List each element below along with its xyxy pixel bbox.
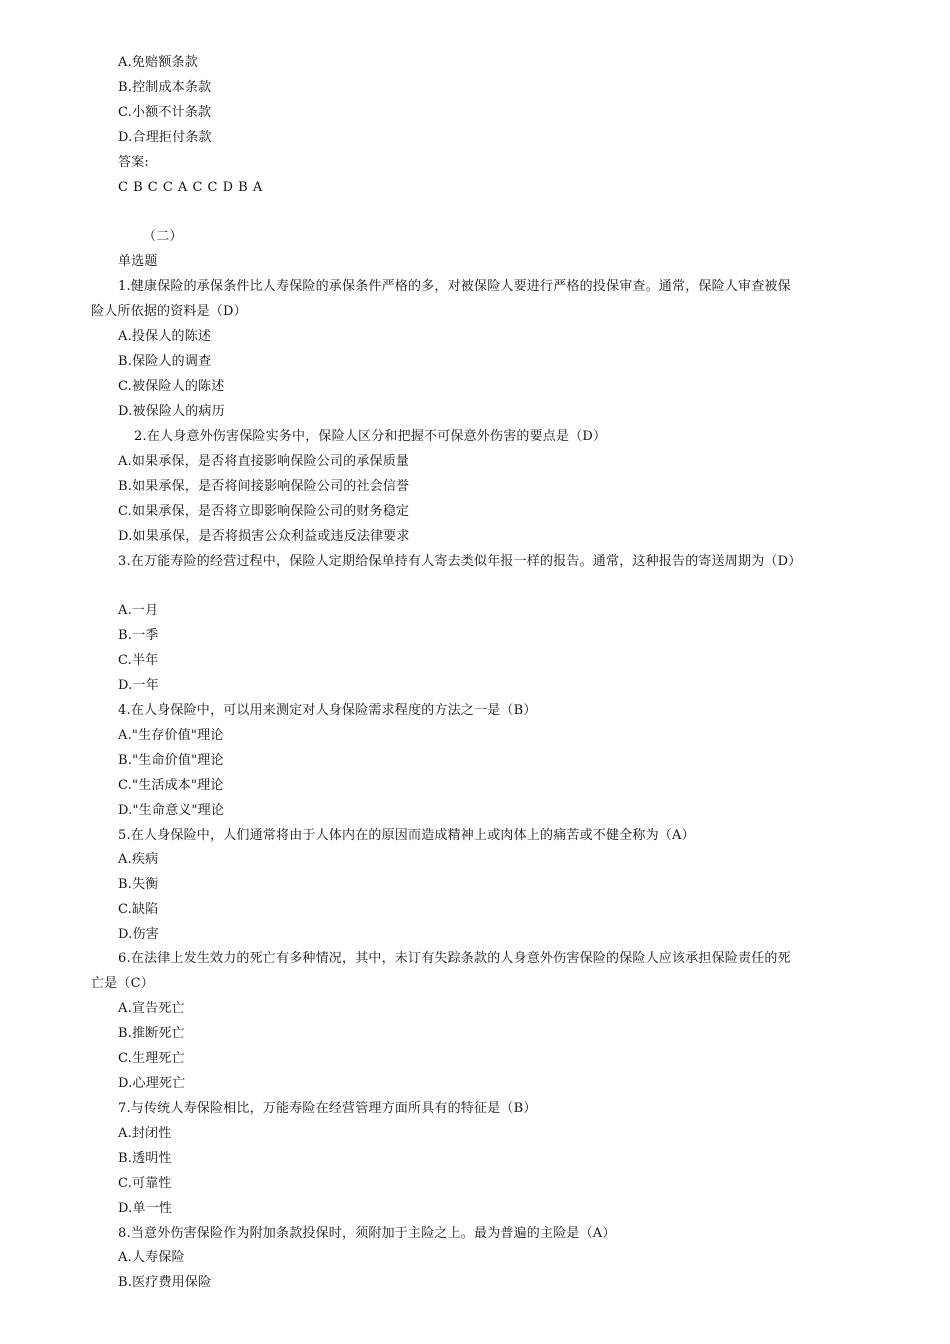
text-line: D.单一性	[118, 1201, 173, 1216]
text-line: D.合理拒付条款	[118, 130, 212, 145]
text-line: D.如果承保，是否将损害公众利益或违反法律要求	[118, 529, 410, 544]
text-line: B.控制成本条款	[118, 80, 212, 95]
text-line: B.透明性	[118, 1151, 172, 1166]
text-line: 答案:	[118, 155, 149, 170]
text-line: C.缺陷	[118, 902, 159, 917]
text-line: A.宣告死亡	[118, 1001, 185, 1016]
text-line: B."生命价值"理论	[118, 753, 224, 768]
text-line: B.保险人的调查	[118, 354, 212, 369]
text-line: A.一月	[118, 603, 159, 618]
text-line: 8.当意外伤害保险作为附加条款投保时，须附加于主险之上。最为普遍的主险是（A）	[118, 1226, 616, 1241]
text-line: C.小额不计条款	[118, 105, 212, 120]
text-line: C.被保险人的陈述	[118, 379, 225, 394]
text-line: A.人寿保险	[118, 1250, 185, 1265]
text-line: B.如果承保，是否将间接影响保险公司的社会信誉	[118, 479, 410, 494]
text-line: D.一年	[118, 678, 159, 693]
text-line: A."生存价值"理论	[118, 728, 224, 743]
text-line: B.推断死亡	[118, 1026, 185, 1041]
text-line: B.一季	[118, 628, 159, 643]
text-line: A.免赔额条款	[118, 55, 198, 70]
text-line: C."生活成本"理论	[118, 778, 224, 793]
text-line: 6.在法律上发生效力的死亡有多种情况，其中，未订有失踪条款的人身意外伤害保险的保险人应该承担保险责任的死	[118, 951, 791, 966]
text-line: 2.在人身意外伤害保险实务中，保险人区分和把握不可保意外伤害的要点是（D）	[134, 429, 607, 444]
text-line: 险人所依据的资料是（D）	[91, 304, 247, 319]
text-line: A.投保人的陈述	[118, 329, 212, 344]
text-line: D."生命意义"理论	[118, 803, 225, 818]
text-line: B.失衡	[118, 877, 159, 892]
text-line: A.疾病	[118, 852, 159, 867]
text-line: C.生理死亡	[118, 1051, 185, 1066]
text-line: C.可靠性	[118, 1176, 172, 1191]
text-line: A.如果承保，是否将直接影响保险公司的承保质量	[118, 454, 410, 469]
text-line: 3.在万能寿险的经营过程中，保险人定期给保单持有人寄去类似年报一样的报告。通常，这种报告的寄送周期为（D）	[118, 554, 802, 569]
text-line: C.如果承保，是否将立即影响保险公司的财务稳定	[118, 504, 410, 519]
text-line: 4.在人身保险中，可以用来测定对人身保险需求程度的方法之一是（B）	[118, 703, 537, 718]
text-line: 5.在人身保险中，人们通常将由于人体内在的原因而造成精神上或肉体上的痛苦或不健全称为（A）	[118, 828, 695, 843]
text-line: B.医疗费用保险	[118, 1275, 212, 1290]
text-line: D.伤害	[118, 927, 159, 942]
text-line: D.被保险人的病历	[118, 404, 225, 419]
text-line: C.半年	[118, 653, 159, 668]
text-line: 单选题	[118, 254, 158, 269]
text-line: （二）	[143, 229, 183, 244]
text-line: A.封闭性	[118, 1126, 172, 1141]
text-line: 亡是（C）	[91, 976, 154, 991]
text-line: D.心理死亡	[118, 1076, 186, 1091]
text-line: 1.健康保险的承保条件比人寿保险的承保条件严格的多，对被保险人要进行严格的投保审查。通常，保险人审查被保	[118, 279, 791, 294]
text-line: 7.与传统人寿保险相比，万能寿险在经营管理方面所具有的特征是（B）	[118, 1101, 537, 1116]
text-line: C B C C A C C D B A	[118, 180, 263, 195]
